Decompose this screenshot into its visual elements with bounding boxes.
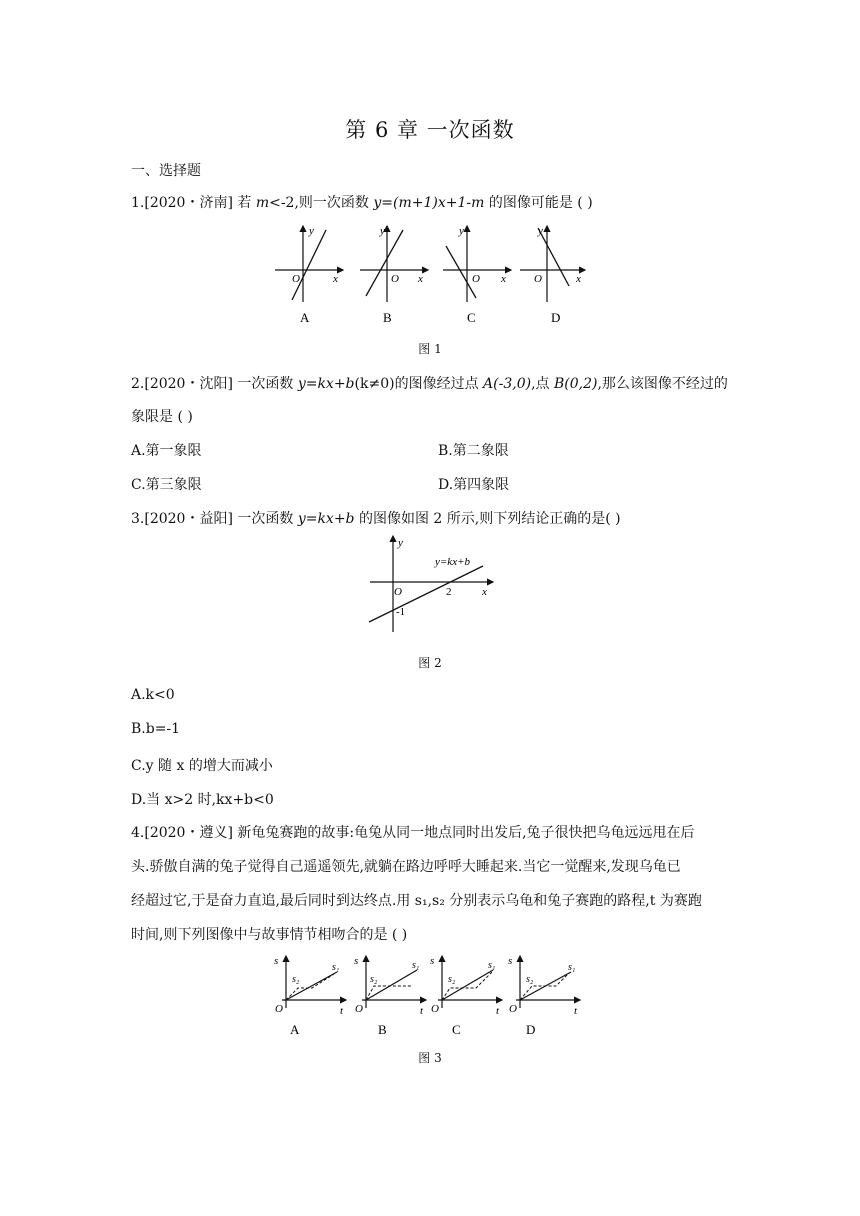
fig3-option-a-label: A xyxy=(290,1022,300,1037)
fig1b-y-label: y xyxy=(380,225,385,237)
fig1d-origin: O xyxy=(534,273,542,285)
figure-1-caption: 图 1 xyxy=(418,342,442,356)
q2-option-a: A.第一象限 xyxy=(131,443,202,459)
fig3d-t-label: t xyxy=(574,1005,578,1017)
fig1-option-c-label: C xyxy=(467,310,476,325)
fig1c-origin: O xyxy=(472,273,480,285)
fig3-option-b-graph xyxy=(354,955,426,1037)
fig1-option-d-graph xyxy=(520,225,585,325)
fig1b-x-label: x xyxy=(418,273,423,285)
fig1d-x-label: x xyxy=(576,273,581,285)
q2-option-b: B.第二象限 xyxy=(438,443,509,459)
fig2-y-tick: -1 xyxy=(396,606,406,618)
fig1-option-b-label: B xyxy=(383,310,392,325)
q3-option-a: A.k<0 xyxy=(131,687,175,703)
fig1c-y-label: y xyxy=(459,225,464,237)
fig1-option-a-label: A xyxy=(300,310,310,325)
fig1a-origin: O xyxy=(292,273,300,285)
fig3b-t-label: t xyxy=(420,1005,424,1017)
question-1-stem: 1.[2020・济南] 若 m<-2,则一次函数 y=(m+1)x+1-m 的图像可能是 ( ) xyxy=(131,195,593,211)
q2-option-d: D.第四象限 xyxy=(438,477,510,493)
question-4-line4: 时间,则下列图像中与故事情节相吻合的是 ( ) xyxy=(131,927,408,943)
q3-option-b: B.b=-1 xyxy=(131,721,181,737)
fig3-option-d-graph xyxy=(508,955,580,1037)
fig1a-x-label: x xyxy=(333,273,338,285)
section-heading: 一、选择题 xyxy=(131,163,201,179)
fig3c-s1-label: s₁ xyxy=(488,960,496,971)
fig2-origin: O xyxy=(394,586,402,598)
fig3d-s-label: s xyxy=(508,955,513,967)
fig3b-origin: O xyxy=(355,1003,363,1015)
question-4-line2: 头.骄傲自满的兔子觉得自己遥遥领先,就躺在路边呼呼大睡起来.当它一觉醒来,发现乌龟已 xyxy=(131,859,681,875)
fig3b-s2-label: s₂ xyxy=(370,974,378,985)
fig2-line-label: y=kx+b xyxy=(435,556,470,568)
fig3a-s-label: s xyxy=(274,955,279,967)
fig3c-s-label: s xyxy=(430,955,435,967)
question-3-stem: 3.[2020・益阳] 一次函数 y=kx+b 的图像如图 2 所示,则下列结论正确的是( ) xyxy=(131,511,621,527)
fig3a-s2-label: s₂ xyxy=(292,974,300,985)
fig1a-y-label: y xyxy=(309,225,314,237)
fig3a-t-label: t xyxy=(340,1005,344,1017)
question-2-stem-line2: 象限是 ( ) xyxy=(131,409,193,425)
fig2-y-label: y xyxy=(398,537,403,549)
q2-option-c: C.第三象限 xyxy=(131,477,202,493)
fig1-option-a-graph xyxy=(275,225,343,325)
fig3b-s1-label: s₁ xyxy=(412,960,420,971)
fig3d-s2-label: s₂ xyxy=(526,974,534,985)
figure-3-caption: 图 3 xyxy=(418,1051,442,1065)
question-2-stem-line1: 2.[2020・沈阳] 一次函数 y=kx+b(k≠0)的图像经过点 A(-3,0),点 B(0,2),那么该图像不经过的 xyxy=(131,376,728,392)
q3-option-d: D.当 x>2 时,kx+b<0 xyxy=(131,792,274,808)
fig3-option-c-label: C xyxy=(452,1022,461,1037)
fig3-option-c-graph xyxy=(430,955,502,1037)
figure-2-graph xyxy=(365,534,500,634)
q3-option-c: C.y 随 x 的增大而减小 xyxy=(131,758,273,774)
fig3c-t-label: t xyxy=(496,1005,500,1017)
fig3a-s1-label: s₁ xyxy=(332,962,340,973)
fig1-option-d-label: D xyxy=(551,310,561,325)
fig3c-origin: O xyxy=(431,1003,439,1015)
figure-1-graphs xyxy=(270,222,590,327)
question-4-line1: 4.[2020・遵义] 新龟兔赛跑的故事:龟兔从同一地点同时出发后,兔子很快把乌龟远远甩在后 xyxy=(131,825,695,841)
fig1b-origin: O xyxy=(391,273,399,285)
fig3-option-b-label: B xyxy=(378,1022,387,1037)
fig3c-s2-label: s₂ xyxy=(448,974,456,985)
fig3b-s-label: s xyxy=(354,955,359,967)
fig3a-origin: O xyxy=(275,1003,283,1015)
page-title: 第 6 章 一次函数 xyxy=(345,118,515,142)
fig3-option-d-label: D xyxy=(526,1022,536,1037)
fig3d-origin: O xyxy=(509,1003,517,1015)
figure-2-caption: 图 2 xyxy=(418,656,442,670)
fig1-option-b-graph xyxy=(360,225,428,325)
fig2-x-label: x xyxy=(482,586,487,598)
fig2-x-tick: 2 xyxy=(446,586,452,598)
fig3-option-a-graph xyxy=(274,955,346,1037)
figure-3-graphs xyxy=(270,952,590,1037)
question-4-line3: 经超过它,于是奋力直追,最后同时到达终点.用 s₁,s₂ 分别表示乌龟和兔子赛跑的路程,t 为赛跑 xyxy=(131,893,702,909)
fig1c-x-label: x xyxy=(501,273,506,285)
fig3d-s1-label: s₁ xyxy=(568,962,576,973)
fig1d-y-label: y xyxy=(538,225,543,237)
fig1-option-c-graph xyxy=(443,225,511,325)
